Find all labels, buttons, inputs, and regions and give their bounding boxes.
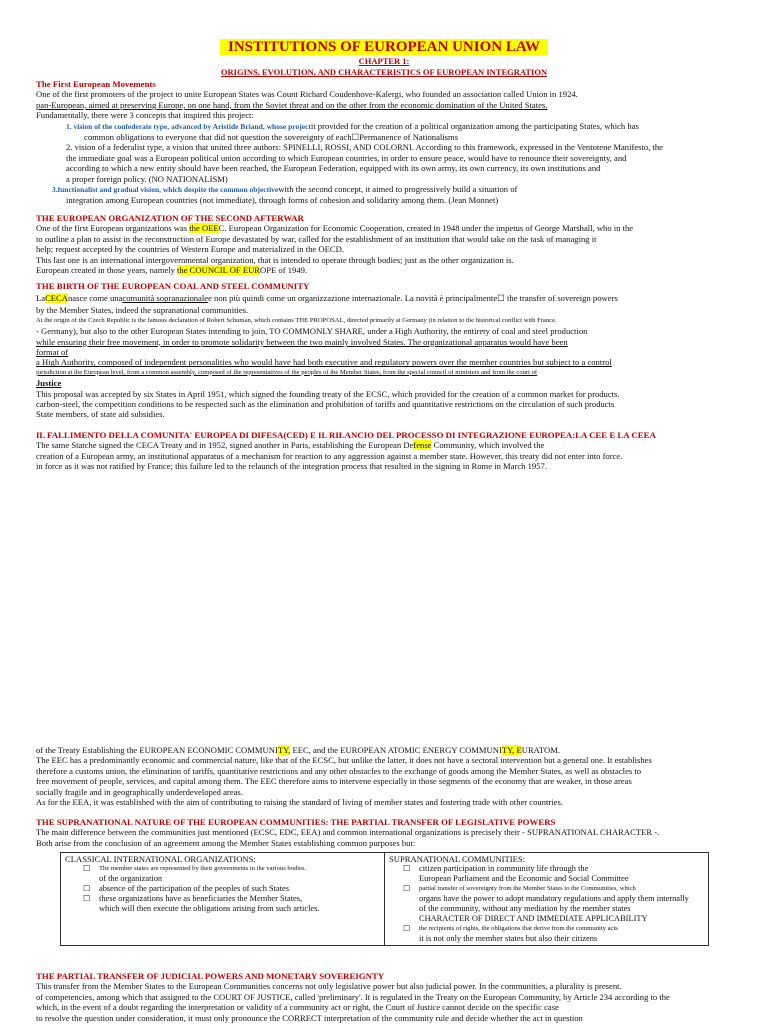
paragraph-line: to resolve the question under consideration, it must only pronounce the CORRECT interpretation of the community rule and decide whether the act in question [36,1012,583,1023]
paragraph-line: The main difference between the communities just mentioned (ECSC, EDC, EEA) and common international organizations is precisely their - SUPRANATIONAL CHARACTER -. [36,827,660,838]
table-column-header: CLASSICAL INTERNATIONAL ORGANIZATIONS: [65,854,256,864]
paragraph-line: This last one is an international intergovernmental organization, that is intended to operate through bodies; just as the other organization is. [36,254,514,265]
list-item-continuation: according to which a new entity should have been reached, the European Federation, equipped with its own army, its own currency, its own institutions and [66,163,601,174]
chapter-subtitle: ORIGINS, EVOLUTION, AND CHARACTERISTICS OF EUROPEAN INTEGRATION [220,67,548,77]
paragraph-line: This proposal was accepted by six States in April 1951, which signed the founding treaty of the ECSC, which provided for the creation of a common market for products. [36,388,620,399]
section-edc-failure [36,430,758,472]
paragraph-line: - Germany), but also to the other European States intending to join, TO COMMONLY SHARE, under a High Authority, the entirety of coal and steel production [36,326,588,337]
section-heading: IL FALLIMENTO DELLA COMUNITA' EUROPEA DI DIFESA(CED) E IL RILANCIO DEL PROCESSO DI INTEGRAZIONE EUROPEA:LA CEE E LA CEEA [36,430,656,440]
list-item: ☐ these organizations have as beneficiaries the Member States, which will then execute the obligations arising from such articles. [83,894,320,913]
paragraph-line: a High Authority, composed of independent personalities who would have had both executive and regulatory powers over the member countries but subject to a control [36,357,612,368]
paragraph-line: This transfer from the Member States to the European Communities concerns not only legislative power but also judicial power. In the communities, a plurality is present. [36,981,622,992]
section-heading: THE BIRTH OF THE EUROPEAN COAL AND STEEL COMMUNITY [36,281,310,291]
paragraph-line: by the Member States, indeed the supranational communities. [36,305,249,316]
paragraph-line: At the origin of the Czech Republic is the famous declaration of Robert Schuman, which contains THE PROPOSAL, directed primarily at Germany (in relation to the historical conflict with France. [36,316,557,324]
chapter-label: CHAPTER 1: [358,56,410,66]
paragraph-line: One of the first European organizations was the OEEC. European Organization for Economic Cooperation, created in 1948 under the impetus of George Marshall, who in the [36,223,634,234]
section-eec-euratom [36,745,758,807]
paragraph-line: State members, of state aid subsidies. [36,409,165,420]
paragraph-line: of the Treaty Establishing the EUROPEAN ECONOMIC COMMUNITY, EEC, and the EUROPEAN ATOMIC ENERGY COMMUNITY, EURATOM. [36,745,561,755]
list-item-continuation: common obligations to everyone that did not question the sovereignty of each☐Permanence of Nationalisms [84,132,459,143]
paragraph-line: One of the first promoters of the project to unite European States was Count Richard Coudenhove-Kalergi, who founded an association called Union in 1924. [36,89,578,100]
paragraph-line: free movement of people, services, and capital among them. The EEC therefore aims to intervene especially in those segments of the economy that are weaker, in those areas [36,776,632,787]
paragraph-line: in force as it was not ratified by France; this failure led to the relaunch of the integration process that resulted in the signing in Rome in March 1957. [36,461,547,472]
section-heading: THE PARTIAL TRANSFER OF JUDICIAL POWERS AND MONETARY SOVEREIGNTY [36,971,385,981]
table-column-header: SUPRANATIONAL COMMUNITIES: [389,854,525,864]
paragraph-line: jurisdiction at the European level, from a common assembly, composed of the representatives of the peoples of the Member States, from the special council of ministers and from the court of [36,368,538,376]
section-second-afterwar [36,213,758,275]
paragraph-line: Justice [36,378,62,389]
list-item: ☐ absence of the participation of the peoples of such States [83,884,290,893]
section-ecsc-birth [36,281,758,420]
list-item-continuation: a proper foreign policy. (NO NATIONALISM) [66,173,228,184]
list-item-continuation: the immediate goal was a European political union according to which European countries, in order to ensure peace, would have to renounce their sovereignty, and [66,152,627,163]
list-item: 3.functionalist and gradual vision, which despite the common objectivewith the second concept, it aimed to progressively build a situation of [52,184,518,195]
paragraph-line: As for the EEA, it was established with the aim of contributing to raising the standard of living of member states and fostering trade with other countries. [36,797,563,808]
section-supranational-nature [36,817,758,848]
paragraph-line: Fundamentally, there were 3 concepts that inspired this project: [36,110,254,121]
paragraph-line: therefore a customs union, the elimination of tariffs, quantitative restrictions and any other obstacles to the exchange of goods among the Member States, as well as obstacles to [36,765,642,776]
paragraph-line: The EEC has a predominantly economic and commercial nature, like that of the ECSC, but unlike the latter, it does not have a sectoral intervention but a general one. It establishes [36,755,652,766]
paragraph-line: The same Statche signed the CECA Treaty and in 1952, signed another in Paris, establishing the European Defense Community, which involved the [36,440,545,451]
comparison-table [60,852,709,946]
paragraph-line: help; request accepted by the countries of Western Europe and materialized in the OECD. [36,244,344,255]
paragraph-line: carbon-steel, the competition conditions to be respected such as the elimination and prohibition of tariffs and quantitative restrictions on the circulation of such products [36,399,615,410]
section-heading: THE EUROPEAN ORGANIZATION OF THE SECOND AFTERWAR [36,213,304,223]
list-item: ☐ partial transfer of sovereignty from the Member States to the Communities, which organs have the power to adopt mandatory regulations and apply them internally of the community, without any mediation by the member states CHARACTER OF DIRECT AND IMMEDIATE APPLICABILITY [403,884,689,923]
paragraph-line: which, in the event of a doubt regarding the interpretation or validity of a community act or right, the Court of Justice cannot decide on the specific case [36,1002,559,1013]
list-item: ☐ The member states are represented by their governments in the various bodies. of the organization [83,864,307,883]
paragraph-line: Both arise from the conclusion of an agreement among the Member States establishing common purposes but: [36,837,416,848]
paragraph-line: to outline a plan to assist in the reconstruction of Europe devastated by war, called for the establishment of an institution that would take on the task of managing it [36,233,597,244]
paragraph-line: European created in those years, namely the COUNCIL OF EUROPE of 1949. [36,265,308,276]
section-heading: The First European Movements [36,79,156,89]
paragraph-line: socially fragile and in geographically underdeveloped areas. [36,786,243,797]
section-first-movements [36,79,758,206]
table-cell-classical [61,853,385,946]
section-heading: THE SUPRANATIONAL NATURE OF THE EUROPEAN COMMUNITIES: THE PARTIAL TRANSFER OF LEGISLATIVE POWERS [36,817,556,827]
paragraph-line: while ensuring their free movement, in order to promote solidarity between the two mainly involved States. The organizational apparatus would have been [36,336,568,347]
paragraph-line: pan-European, aimed at preserving Europe, on one hand, from the Soviet threat and on the other from the economic domination of the United States. [36,99,548,110]
document-title: INSTITUTIONS OF EUROPEAN UNION LAW [0,38,768,56]
list-item: 1. vision of the confederate type, advanced by Aristide Briand, whose projectit provided for the creation of a political organization among the participating States, which has [66,120,639,131]
paragraph-line: of competencies, among which that assigned to the COURT OF JUSTICE, called 'preliminary'. It is regulated in the Treaty on the European Community, by Article 234 according to the [36,991,670,1002]
list-item: ☐ citizen participation in community life through the European Parliament and the Economic and Social Committee [403,864,629,883]
paragraph-line: creation of a European army, an institutional apparatus of a mechanism for reaction to any aggression against a member state. However, this treaty did not enter into force. [36,450,623,461]
section-judicial-powers [36,971,758,1023]
table-cell-supranational [385,853,709,946]
paragraph-line: LaCECAnasce come unacomunità sopranazionalee non più quindi come un organizzazione internazionale. La novità è principalmente☐ the transfer of sovereign powers [36,293,618,304]
list-item-continuation: integration among European countries (not immediate), through forms of cohesion and solidarity among them. (Jean Monnet) [66,195,499,206]
list-item: ☐ the recipients of rights, the obligations that derive from the community acts it is not only the member states but also their citizens [403,924,618,943]
list-item: 2. vision of a federalist type, a vision that united three authors: SPINELLI, ROSSI, AND COLORNI. According to this framework, expressed in the Ventotene Manifesto, the [66,142,663,153]
paragraph-line: format of [36,347,69,358]
